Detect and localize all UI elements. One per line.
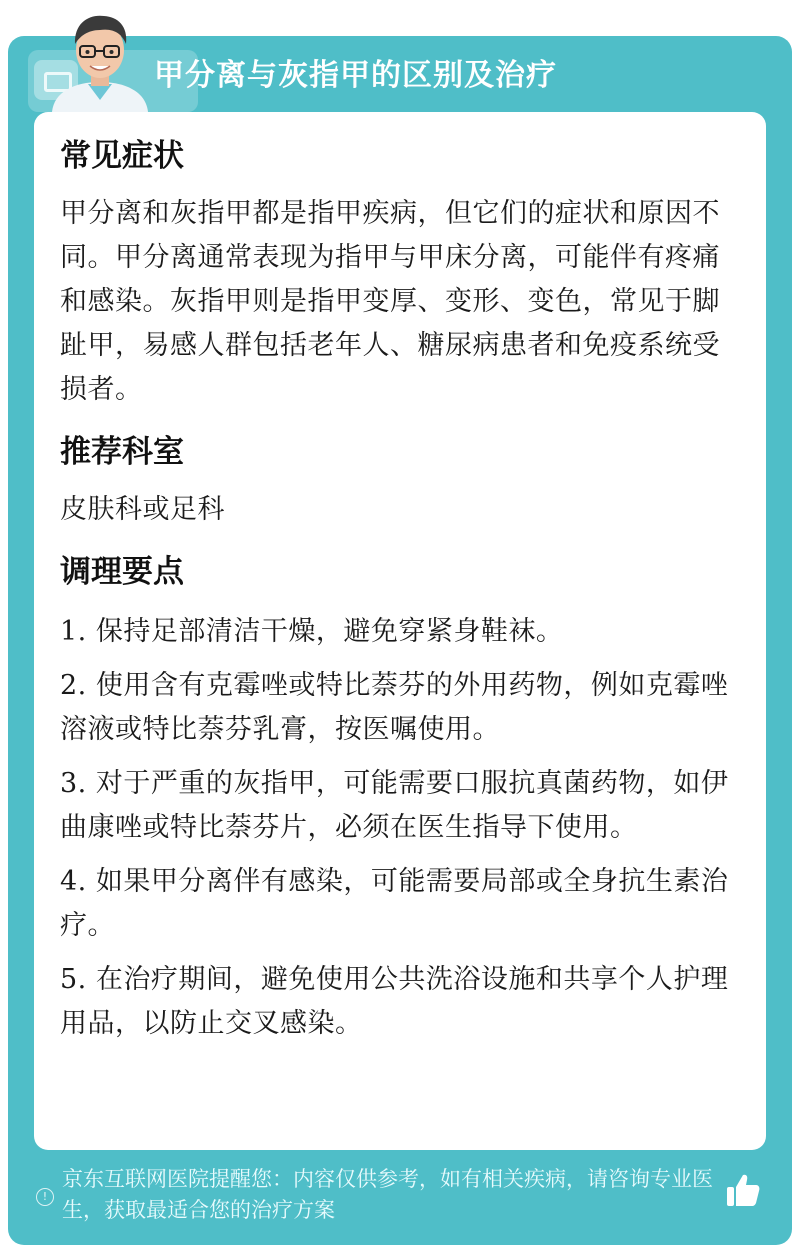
info-circle-icon: ! xyxy=(36,1188,54,1206)
tip-number: 1. xyxy=(60,616,87,647)
thumbs-up-icon[interactable] xyxy=(726,1172,760,1208)
page-title: 甲分离与灰指甲的区别及治疗 xyxy=(154,58,557,93)
tip-number: 4. xyxy=(60,866,87,897)
tip-number: 2. xyxy=(60,670,87,701)
care-tip xyxy=(60,610,740,654)
tip-text: 保持足部清洁干燥，避免穿紧身鞋袜。 xyxy=(95,616,564,647)
section-title-department: 推荐科室 xyxy=(60,434,184,470)
tip-number: 3. xyxy=(60,768,87,799)
section-title-symptoms: 常见症状 xyxy=(60,138,184,174)
department-text: 皮肤科或足科 xyxy=(60,494,225,525)
symptoms-text: 甲分离和灰指甲都是指甲疾病，但它们的症状和原因不同。甲分离通常表现为指甲与甲床分离，可能伴有疼痛和感染。灰指甲则是指甲变厚、变形、变色，常见于脚趾甲，易感人群包括老年人、糖尿病患者和免疫系统受损者。 xyxy=(60,198,720,405)
section-title-care-tips: 调理要点 xyxy=(60,554,184,590)
tip-number: 5. xyxy=(60,964,87,995)
tip-text: 使用含有克霉唑或特比萘芬的外用药物，例如克霉唑溶液或特比萘芬乳膏，按医嘱使用。 xyxy=(60,670,729,745)
tip-text: 如果甲分离伴有感染，可能需要局部或全身抗生素治疗。 xyxy=(60,866,729,941)
care-tip xyxy=(60,762,740,850)
doctor-avatar xyxy=(44,8,156,112)
care-tip xyxy=(60,860,740,948)
content-card xyxy=(34,112,766,1150)
care-tip xyxy=(60,664,740,752)
disclaimer-text: 京东互联网医院提醒您：内容仅供参考，如有相关疾病，请咨询专业医生，获取最适合您的治疗方案 xyxy=(62,1167,713,1222)
tip-text: 对于严重的灰指甲，可能需要口服抗真菌药物，如伊曲康唑或特比萘芬片，必须在医生指导下使用。 xyxy=(60,768,729,843)
care-tip xyxy=(60,958,740,1046)
tip-text: 在治疗期间，避免使用公共洗浴设施和共享个人护理用品，以防止交叉感染。 xyxy=(60,964,729,1039)
